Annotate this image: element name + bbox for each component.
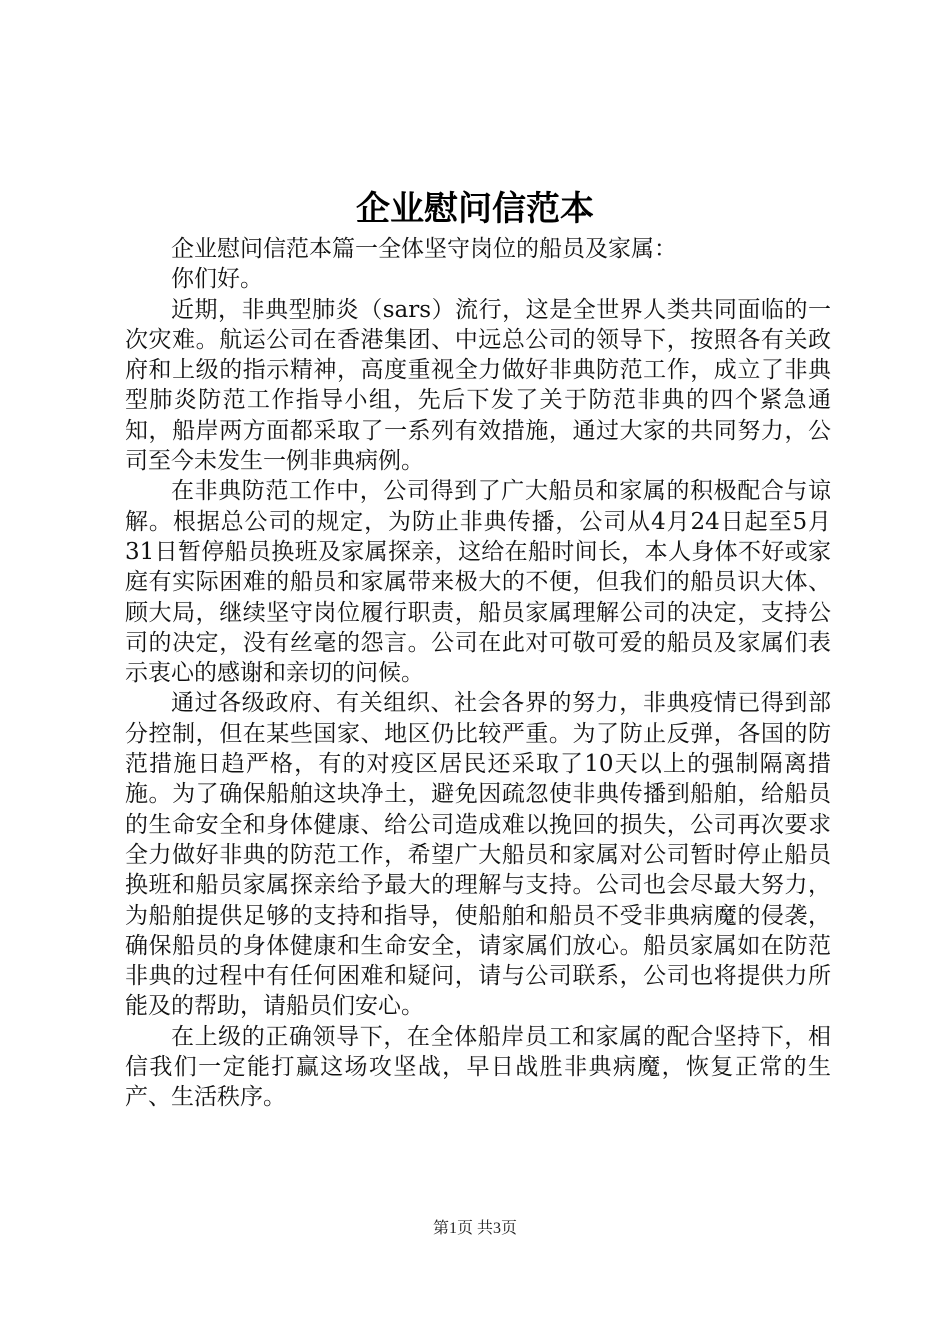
document-title: 企业慰问信范本 (356, 189, 594, 229)
page-number: 第1页 共3页 (432, 1220, 517, 1237)
greeting-paragraph: 你们好。 (171, 266, 263, 293)
body-paragraph: 通过各级政府、有关组织、社会各界的努力，非典疫情已得到部分控制，但在某些国家、地区仍比较严重。为了防止反弹，各国的防范措施日趋严格，有的对疫区居民还采取了10天以上的强制隔离措施。为了确保船舶这块净土，避免因疏忽使非典传播到船舶，给船员的生命安全和身体健康、给公司造成难以挽回的损失，公司再次要求全力做好非典的防范工作，希望广大船员和家属对公司暂时停止船员换班和船员家属探亲给予最大的理解与支持。公司也会尽最大努力，为船舶提供足够的支持和指导，使船舶和船员不受非典病魔的侵袭，确保船员的身体健康和生命安全，请家属们放心。船员家属如在防范非典的过程中有任何困难和疑问，请与公司联系，公司也将提供力所能及的帮助，请船员们安心。 (125, 690, 831, 1020)
salutation-paragraph: 企业慰问信范本篇一全体坚守岗位的船员及家属： (171, 236, 677, 262)
document-body (125, 234, 831, 1113)
body-paragraph: 近期，非典型肺炎（sars）流行，这是全世界人类共同面临的一次灾难。航运公司在香港集团、中远总公司的领导下，按照各有关政府和上级的指示精神，高度重视全力做好非典防范工作，成立了非典型肺炎防范工作指导小组，先后下发了关于防范非典的四个紧急通知，船岸两方面都采取了一系列有效措施，通过大家的共同努力，公司至今未发生一例非典病例。 (125, 296, 831, 475)
closing-paragraph: 在上级的正确领导下，在全体船岸员工和家属的配合坚持下，相信我们一定能打赢这场攻坚战，早日战胜非典病魔，恢复正常的生产、生活秩序。 (125, 1023, 831, 1111)
body-paragraph: 在非典防范工作中，公司得到了广大船员和家属的积极配合与谅解。根据总公司的规定，为防止非典传播，公司从4月24日起至5月31日暂停船员换班及家属探亲，这给在船时间长，本人身体不好或家庭有实际困难的船员和家属带来极大的不便，但我们的船员识大体、顾大局，继续坚守岗位履行职责，船员家属理解公司的决定，支持公司的决定，没有丝毫的怨言。公司在此对可敬可爱的船员及家属们表示衷心的感谢和亲切的问候。 (125, 478, 831, 687)
